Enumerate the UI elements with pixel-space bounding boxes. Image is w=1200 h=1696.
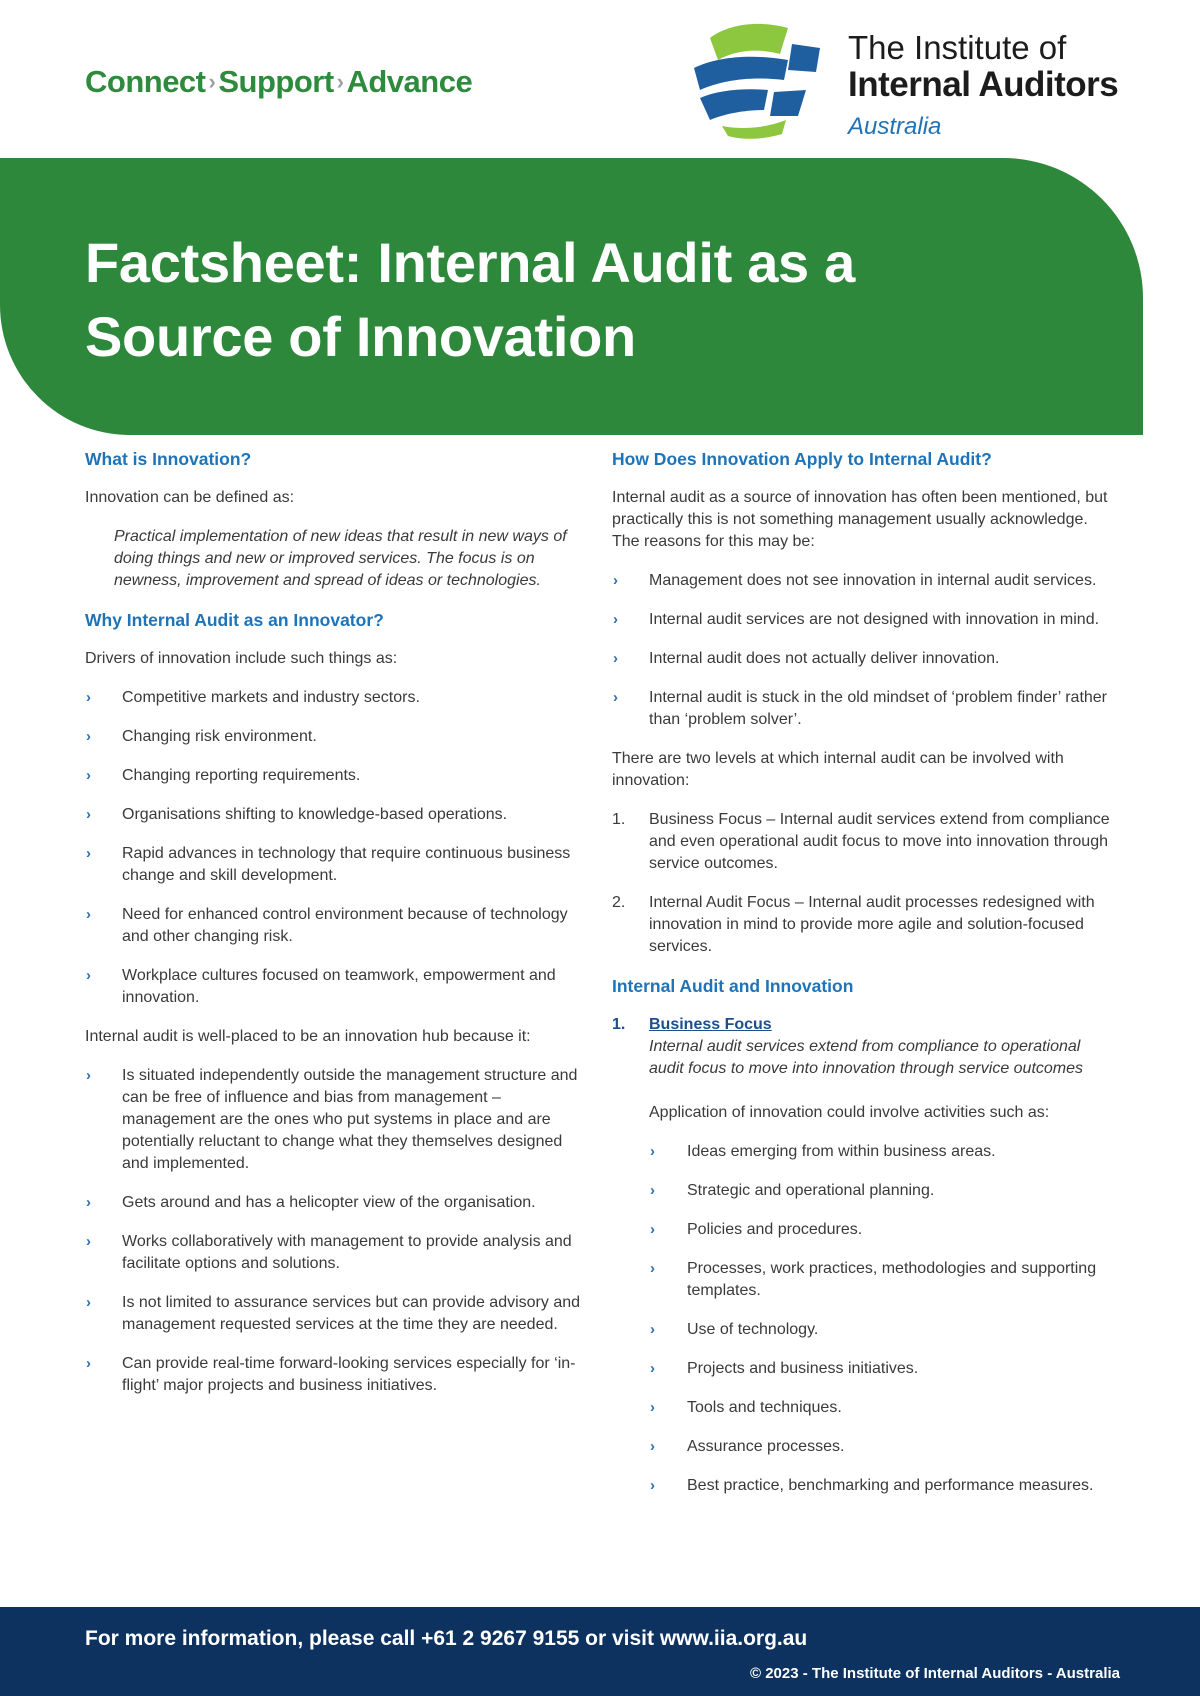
list-item: › Strategic and operational planning. [649, 1180, 1117, 1202]
activities-list [649, 1141, 1117, 1497]
list-item: › Competitive markets and industry sectors. [85, 687, 585, 709]
chevron-right-icon: › [208, 69, 216, 94]
list-item: › Is situated independently outside the management structure and can be free of influence and bias from management – management are the ones who put systems in place and are potentially reluctant to change what they themselves designed and implemented. [85, 1065, 585, 1175]
activities-intro: Application of innovation could involve activities such as: [649, 1104, 1050, 1121]
brand-wordmark [848, 30, 1118, 141]
list-item [612, 809, 1117, 875]
list-item: › Internal audit does not actually deliver innovation. [612, 648, 1117, 670]
tagline-advance: Advance [346, 64, 473, 99]
paragraph: Internal audit is well-placed to be an innovation hub because it: [85, 1028, 531, 1045]
list-item: › Internal audit services are not designed with innovation in mind. [612, 609, 1117, 631]
list-item: › Need for enhanced control environment because of technology and other changing risk. [85, 904, 585, 948]
business-focus-list [612, 1014, 1117, 1497]
list-number: 1. [612, 811, 626, 828]
list-item: › Management does not see innovation in internal audit services. [612, 570, 1117, 592]
footer [0, 1607, 1200, 1696]
definition-quote: Practical implementation of new ideas that result in new ways of doing things and new or improved services. The focus is on newness, improvement and spread of ideas or technologies. [114, 528, 567, 589]
page-title-line-1: Factsheet: Internal Audit as a [85, 231, 855, 294]
brand-line-2: Internal Auditors [848, 65, 1119, 105]
tagline-connect: Connect [85, 64, 206, 99]
reasons-list [85, 1065, 585, 1397]
list-item [612, 892, 1117, 958]
list-item: › Tools and techniques. [649, 1397, 1117, 1419]
list-item: › Organisations shifting to knowledge-based operations. [85, 804, 585, 826]
right-column [612, 448, 1117, 1514]
list-item: › Can provide real-time forward-looking services especially for ‘in-flight’ major projects and business initiatives. [85, 1353, 585, 1397]
list-item-text: Business Focus – Internal audit services extend from compliance and even operational audit focus to move into innovation through service outcomes. [649, 811, 1110, 872]
list-item-text: Internal Audit Focus – Internal audit processes redesigned with innovation in mind to provide more agile and solution-focused services. [649, 894, 1095, 955]
section-heading-why-internal-audit: Why Internal Audit as an Innovator? [85, 610, 384, 630]
section-heading-how-does-innovation-apply: How Does Innovation Apply to Internal Audit? [612, 449, 992, 469]
list-item: › Policies and procedures. [649, 1219, 1117, 1241]
tagline [85, 64, 472, 100]
levels-list [612, 809, 1117, 958]
page-title-line-2: Source of Innovation [85, 305, 636, 368]
list-item: › Use of technology. [649, 1319, 1117, 1341]
list-item: › Workplace cultures focused on teamwork, empowerment and innovation. [85, 965, 585, 1009]
section-heading-what-is-innovation: What is Innovation? [85, 449, 252, 469]
list-item: › Gets around and has a helicopter view of the organisation. [85, 1192, 585, 1214]
brand-line-3: Australia [848, 112, 942, 140]
list-item: › Internal audit is stuck in the old mindset of ‘problem finder’ rather than ‘problem solver’. [612, 687, 1117, 731]
title-banner [0, 158, 1143, 435]
tagline-support: Support [218, 64, 334, 99]
list-number: 1. [612, 1016, 626, 1033]
business-focus-description: Internal audit services extend from compliance to operational audit focus to move into innovation through service outcomes [649, 1038, 1084, 1077]
list-item: › Changing reporting requirements. [85, 765, 585, 787]
paragraph: Drivers of innovation include such things as: [85, 650, 398, 667]
list-item: › Projects and business initiatives. [649, 1358, 1117, 1380]
paragraph: There are two levels at which internal audit can be involved with innovation: [612, 750, 1064, 789]
list-item: › Changing risk environment. [85, 726, 585, 748]
left-column [85, 448, 585, 1414]
business-focus-title: Business Focus [649, 1016, 772, 1033]
drivers-list [85, 687, 585, 1009]
list-item: › Processes, work practices, methodologies and supporting templates. [649, 1258, 1117, 1302]
list-item [612, 1014, 1117, 1497]
list-item: › Ideas emerging from within business areas. [649, 1141, 1117, 1163]
paragraph: Internal audit as a source of innovation has often been mentioned, but practically this is not something management usually acknowledge. The reasons for this may be: [612, 489, 1108, 550]
iia-globe-logo-icon [688, 20, 848, 142]
page-title [85, 226, 855, 374]
brand-line-1: The Institute of [848, 29, 1067, 66]
chevron-right-icon: › [336, 69, 344, 94]
list-item: › Rapid advances in technology that require continuous business change and skill development. [85, 843, 585, 887]
list-item: › Is not limited to assurance services but can provide advisory and management requested services at the time they are needed. [85, 1292, 585, 1336]
footer-copyright: © 2023 - The Institute of Internal Auditors - Australia [750, 1665, 1120, 1682]
footer-contact: For more information, please call +61 2 9267 9155 or visit www.iia.org.au [85, 1627, 808, 1650]
list-item: › Best practice, benchmarking and performance measures. [649, 1475, 1117, 1497]
management-reasons-list [612, 570, 1117, 731]
list-item: › Assurance processes. [649, 1436, 1117, 1458]
list-number: 2. [612, 894, 626, 911]
list-item: › Works collaboratively with management to provide analysis and facilitate options and solutions. [85, 1231, 585, 1275]
section-heading-internal-audit-and-innovation: Internal Audit and Innovation [612, 976, 854, 996]
paragraph: Innovation can be defined as: [85, 489, 295, 506]
